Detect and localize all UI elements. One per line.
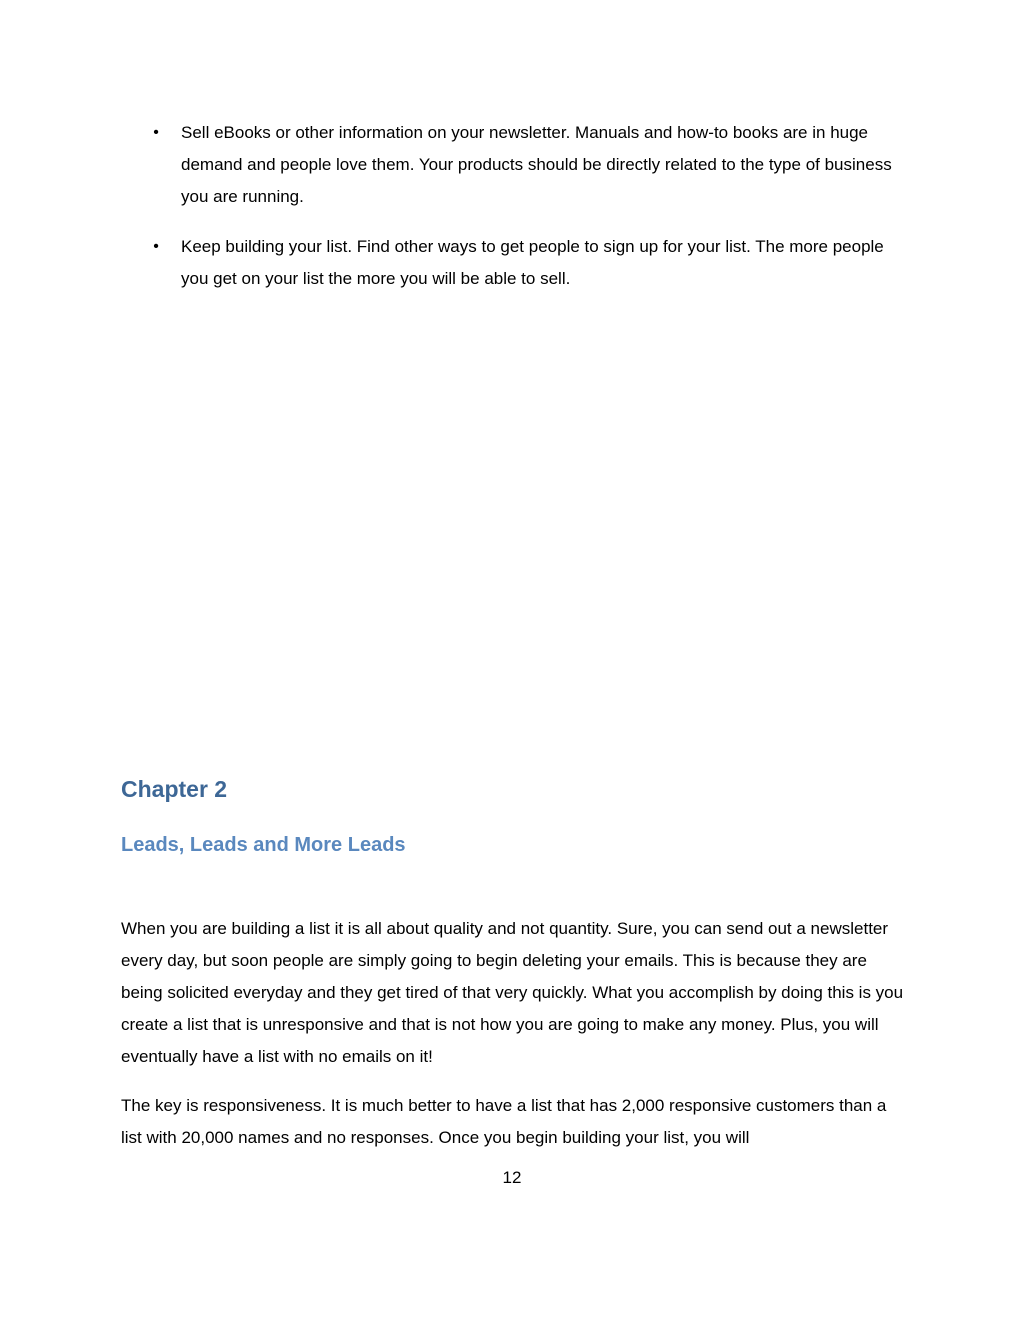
bullet-icon: • — [153, 238, 159, 255]
page-number: 12 — [502, 1168, 522, 1187]
bullet-text: Keep building your list. Find other ways to get people to sign up for your list. The more people you get on your list the more you will be able to sell. — [181, 237, 884, 288]
chapter-subtitle: Leads, Leads and More Leads — [121, 834, 406, 856]
bullet-icon: • — [153, 124, 159, 141]
chapter-title: Chapter 2 — [121, 776, 228, 802]
paragraph-quality: When you are building a list it is all about quality and not quantity. Sure, you can send out a newsletter every day, but soon people are simply going to begin deleting your emails. This is because they are being solicited everyday and they get tired of that very quickly. What you accomplish by doing this is you create a list that is unresponsive and that is not how you are going to make any money. Plus, you will eventually have a list with no emails on it! — [121, 919, 904, 1066]
paragraph-responsiveness: The key is responsiveness. It is much better to have a list that has 2,000 responsive customers than a list with 20,000 names and no responses. Once you begin building your list, you will — [121, 1096, 887, 1147]
bullet-list — [0, 117, 1024, 313]
body-text — [121, 913, 911, 1171]
bullet-item-keep-building — [0, 231, 901, 295]
bullet-text: Sell eBooks or other information on your newsletter. Manuals and how-to books are in huge demand and people love them. Your products should be directly related to the type of business you are running. — [181, 123, 892, 206]
bullet-item-ebooks — [0, 117, 901, 213]
